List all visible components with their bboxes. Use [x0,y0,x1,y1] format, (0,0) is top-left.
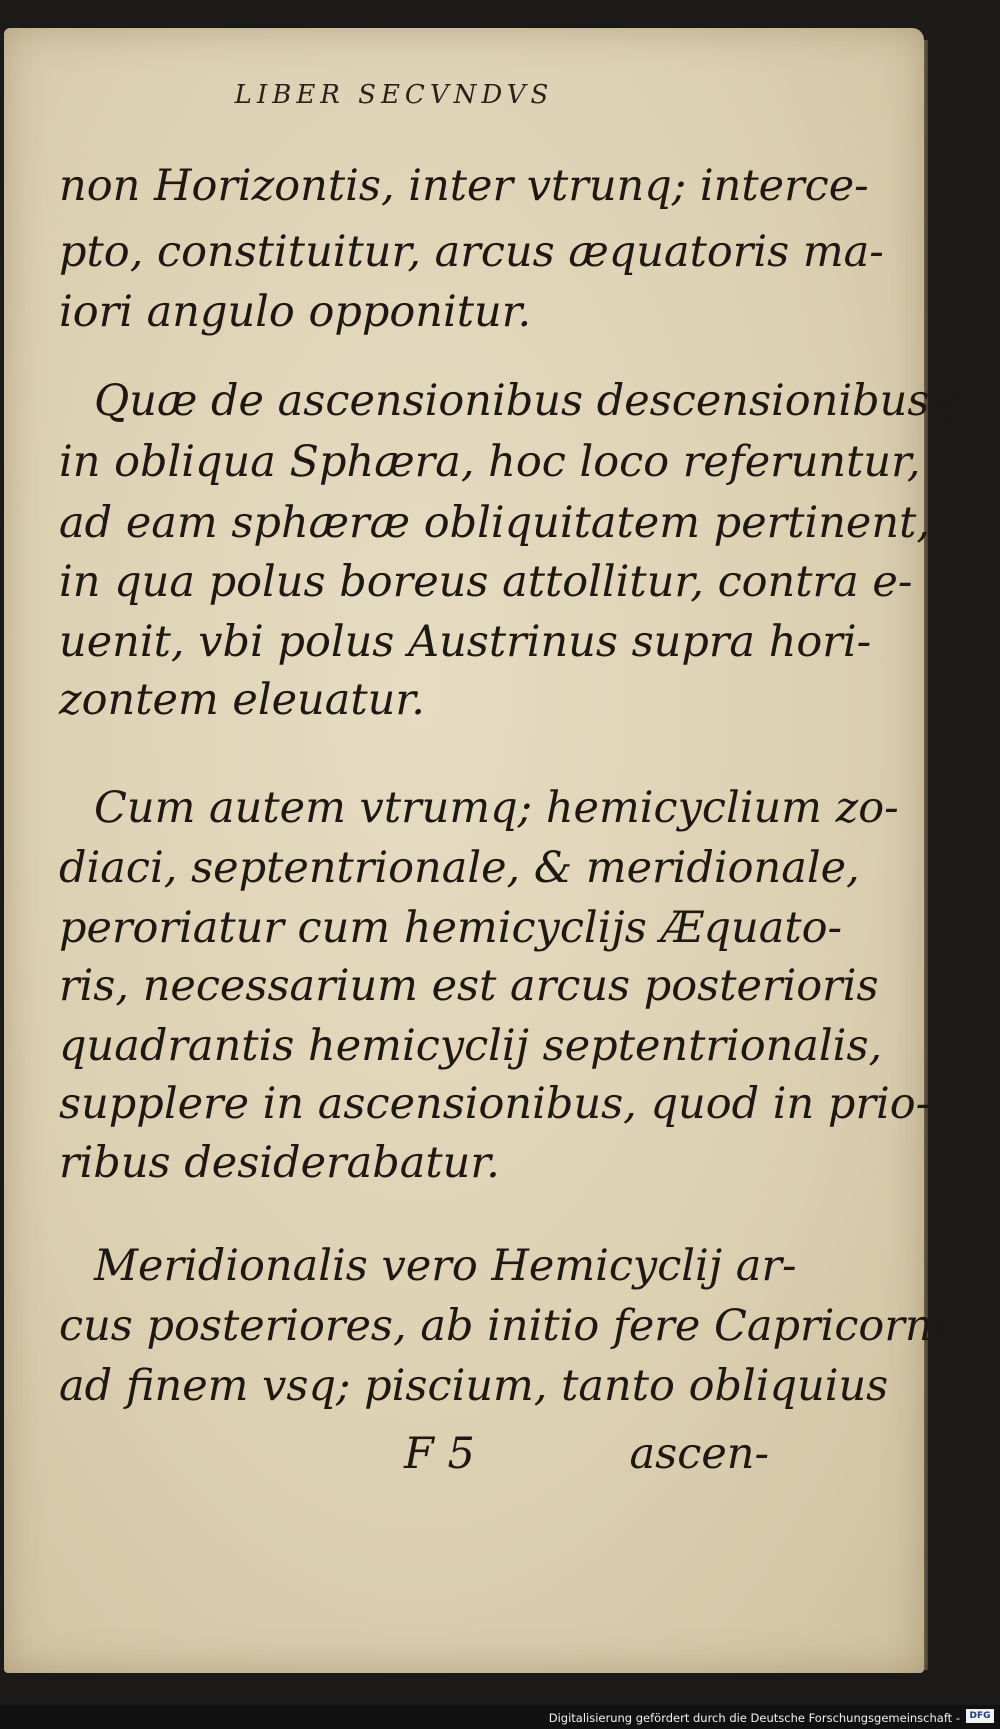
text-line: iori angulo opponitur. [59,287,532,337]
text-line: pto, constituitur, arcus æquatoris ma- [59,227,884,277]
text-line: diaci, septentrionale, & meridionale, [59,843,860,893]
signature-mark: F 5 [404,1429,475,1479]
text-line: uenit, vbi polus Austrinus supra hori- [59,617,872,667]
text-line: ribus desiderabatur. [59,1138,500,1188]
text-line: ad eam sphæræ obliquitatem pertinent, [59,498,931,548]
text-line: cus posteriores, ab initio fere Capricorni [59,1301,947,1351]
text-line: Cum autem vtrumq; hemicyclium zo- [94,783,899,833]
text-line: non Horizontis, inter vtrunq; interce- [59,161,869,211]
text-line: zontem eleuatur. [59,675,425,725]
book-page [4,28,972,1673]
text-line: ad finem vsq; piscium, tanto obliquius [59,1361,889,1411]
text-line: peroriatur cum hemicyclijs Æquato- [59,903,843,953]
running-head: LIBER SECVNDVS [234,80,554,110]
text-line: Meridionalis vero Hemicyclij ar- [94,1241,797,1291]
text-line: in obliqua Sphæra, hoc loco referuntur, [59,437,921,487]
catchword: ascen- [629,1429,769,1479]
dfg-logo: DFG [966,1709,994,1723]
text-line: quadrantis hemicyclij septentrionalis, [59,1021,883,1071]
text-line: ris, necessarium est arcus posterioris [59,961,879,1011]
digitization-credit: Digitalisierung gefördert durch die Deutsche Forschungsgemeinschaft - [548,1711,960,1725]
page-text [4,28,972,1673]
text-line: in qua polus boreus attollitur, contra e- [59,557,913,607]
text-line: Quæ de ascensionibus descensionibusq; [94,376,972,426]
catchword-line [404,1426,769,1482]
text-line: supplere in ascensionibus, quod in prio- [59,1079,931,1129]
